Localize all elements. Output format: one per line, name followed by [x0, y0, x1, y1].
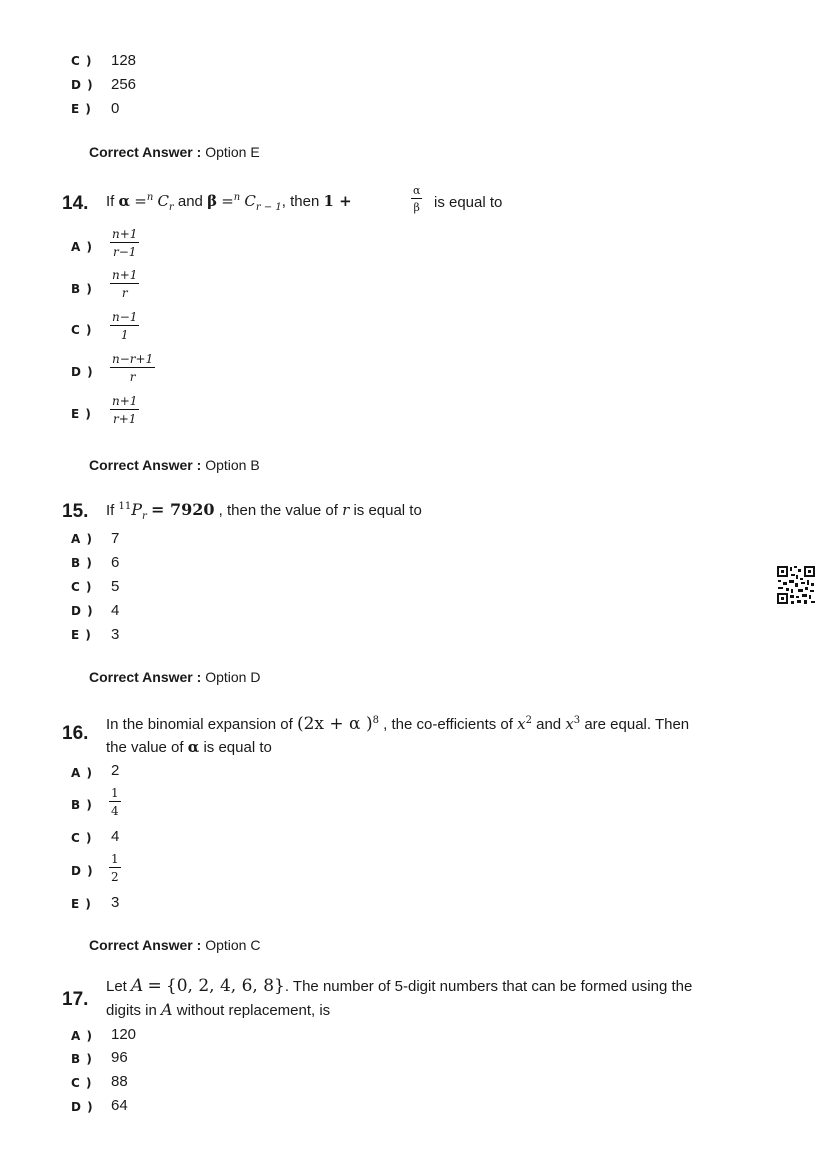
correct-answer: Correct Answer : Option C — [89, 937, 261, 953]
option-b-value: 6 — [111, 554, 120, 571]
alpha-over-beta: $\frac{\alpha}{\beta}$ — [413, 184, 421, 214]
option-e-label: E ) — [71, 897, 92, 911]
option-e-label: E ) — [71, 102, 92, 116]
option-c-label: C ) — [71, 580, 93, 594]
option-b-label: B ) — [71, 1052, 93, 1066]
option-e-label: E ) — [71, 407, 92, 421]
option-e-value: 3 — [111, 894, 120, 911]
option-c-value: 4 — [111, 828, 120, 845]
option-c-value: 88 — [111, 1073, 128, 1090]
question-number: 16. — [62, 723, 89, 744]
option-d-label: D ) — [71, 1100, 94, 1114]
question-text-tail: is equal to — [434, 194, 503, 211]
question-text-line2: digits in A without replacement, is — [106, 1000, 331, 1019]
question-text-line1: In the binomial expansion of (2x + α )$^8$ , the co-efficients of $x^2$ and $x^3$ are equal. Then — [106, 714, 690, 734]
question-number: 14. — [62, 193, 89, 214]
option-c-fraction: $\frac{n-1}{1}$ — [112, 310, 138, 342]
option-d-label: D ) — [71, 604, 94, 618]
option-b-fraction: $\frac{1}{4}$ — [111, 786, 119, 818]
option-d-fraction: $\frac{1}{2}$ — [111, 852, 119, 884]
option-d-label: D ) — [71, 864, 94, 878]
option-c-label: C ) — [71, 831, 93, 845]
option-a-value: 2 — [111, 762, 120, 779]
option-b-label: B ) — [71, 282, 93, 296]
option-d-fraction: $\frac{n-r+1}{r}$ — [112, 352, 154, 384]
question-text: If α =$^n$ $C_r$ and β =$^n$ $C_{r - 1}$, then 1 + — [106, 192, 352, 213]
option-a-value: 120 — [111, 1026, 137, 1043]
option-c-label: C ) — [71, 54, 93, 68]
option-e-value: 0 — [111, 100, 120, 117]
option-d-value: 64 — [111, 1097, 128, 1114]
question-text-line1: Let A = {0, 2, 4, 6, 8}. The number of 5-digit numbers that can be formed using the — [106, 976, 693, 996]
option-b-value: 96 — [111, 1049, 128, 1066]
option-c-value: 128 — [111, 52, 137, 69]
option-e-label: E ) — [71, 628, 92, 642]
option-d-label: D ) — [71, 365, 94, 379]
option-b-label: B ) — [71, 798, 93, 812]
qr-code — [776, 565, 816, 605]
question-number: 17. — [62, 989, 89, 1010]
option-b-label: B ) — [71, 556, 93, 570]
question-text-line2: the value of α is equal to — [106, 738, 272, 756]
option-a-label: A ) — [71, 1029, 93, 1043]
option-b-fraction: $\frac{n+1}{r}$ — [112, 268, 138, 300]
correct-answer: Correct Answer : Option E — [89, 144, 260, 160]
option-c-value: 5 — [111, 578, 120, 595]
option-d-value: 4 — [111, 602, 120, 619]
question-number: 15. — [62, 501, 89, 522]
option-c-label: C ) — [71, 1076, 93, 1090]
correct-answer: Correct Answer : Option B — [89, 457, 260, 473]
option-c-label: C ) — [71, 323, 93, 337]
option-e-value: 3 — [111, 626, 120, 643]
option-a-label: A ) — [71, 532, 93, 546]
option-d-label: D ) — [71, 78, 94, 92]
option-e-fraction: $\frac{n+1}{r+1}$ — [112, 394, 138, 426]
option-d-value: 256 — [111, 76, 137, 93]
option-a-label: A ) — [71, 766, 93, 780]
question-text: If $^{11}P_r = 7920$ , then the value of r is equal to — [106, 500, 422, 522]
option-a-label: A ) — [71, 240, 93, 254]
option-a-value: 7 — [111, 530, 120, 547]
option-a-fraction: $\frac{n+1}{r-1}$ — [112, 227, 138, 259]
correct-answer: Correct Answer : Option D — [89, 669, 261, 685]
